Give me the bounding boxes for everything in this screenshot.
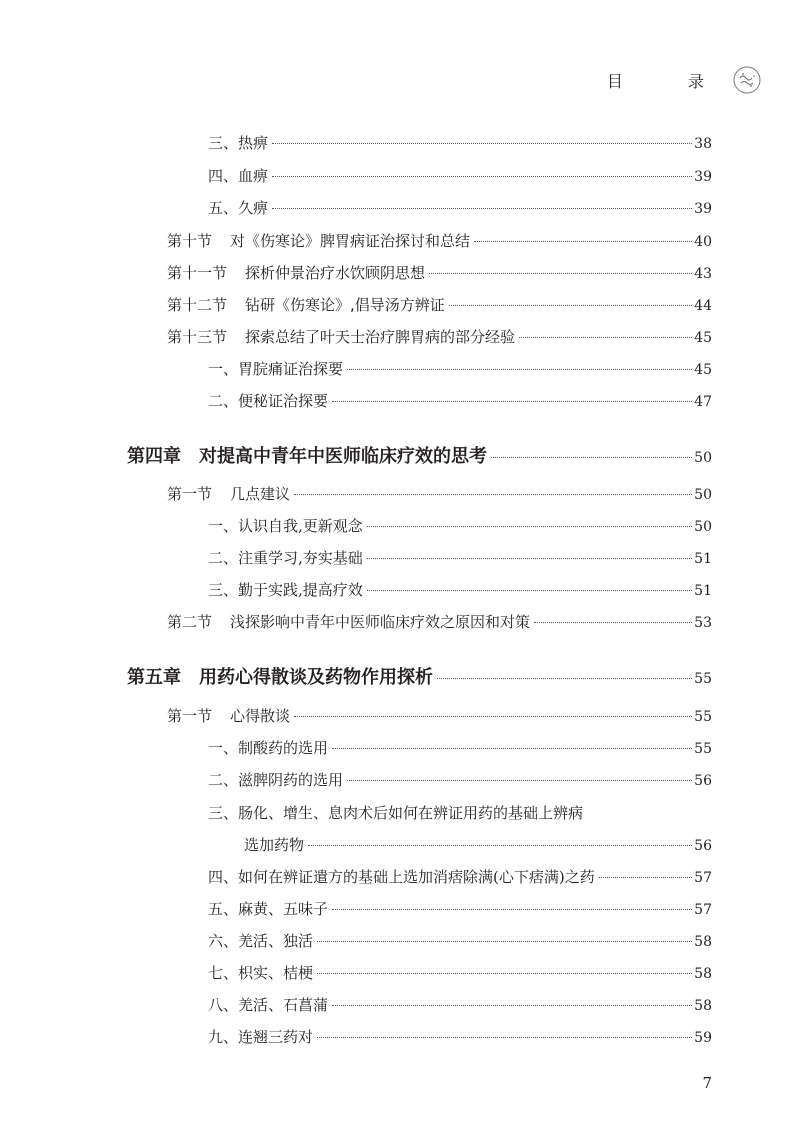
- toc-section-page: 43: [694, 266, 712, 282]
- toc-entry[interactable]: [208, 769, 712, 790]
- toc-entry-label: 四、血痹: [208, 167, 269, 185]
- toc-entry-page: 56: [694, 773, 712, 789]
- leader-dots: [449, 305, 692, 306]
- toc-entry-label: 二、便秘证治探要: [208, 392, 329, 410]
- toc-section-page: 44: [694, 298, 712, 314]
- toc-entry-page: 59: [694, 1030, 712, 1046]
- toc-entry[interactable]: [208, 515, 712, 536]
- leader-dots: [519, 337, 692, 338]
- toc-section-page: 40: [694, 234, 712, 250]
- leader-dots: [332, 401, 692, 402]
- section-number: 第十节: [167, 232, 213, 250]
- section-title: 几点建议: [230, 485, 291, 503]
- toc-entry-label: 九、连翘三药对: [208, 1028, 314, 1046]
- chapter-title: 对提高中青年中医师临床疗效的思考: [199, 446, 487, 467]
- toc-entry-page: 39: [694, 201, 712, 217]
- running-header: [607, 62, 762, 98]
- toc-entry[interactable]: [208, 930, 712, 951]
- toc-entry[interactable]: [208, 165, 712, 186]
- chapter-title: 用药心得散谈及药物作用探析: [199, 667, 433, 688]
- toc-entry[interactable]: [208, 994, 712, 1015]
- toc-entry-page: 47: [694, 394, 712, 410]
- section-title: 探索总结了叶天士治疗脾胃病的部分经验: [245, 328, 516, 346]
- toc-entry-page: 57: [694, 870, 712, 886]
- toc-entry-page: 58: [694, 966, 712, 982]
- leader-dots: [599, 877, 692, 878]
- toc-entry[interactable]: [208, 579, 712, 600]
- toc-entry-page: 45: [694, 362, 712, 378]
- section-number: 第一节: [167, 707, 213, 725]
- leader-dots: [437, 678, 692, 679]
- leader-dots: [491, 457, 692, 458]
- leader-dots: [332, 1005, 692, 1006]
- toc-entry-label: 八、羌活、石菖蒲: [208, 996, 329, 1014]
- toc-section-page: 45: [694, 330, 712, 346]
- toc-section[interactable]: [167, 705, 712, 726]
- toc-entry-page: 56: [694, 838, 712, 854]
- toc-entry-continuation[interactable]: [244, 834, 712, 855]
- decorative-ornament-icon: [732, 65, 762, 95]
- toc-section-label: [167, 326, 515, 347]
- leader-dots: [294, 716, 692, 717]
- toc-section[interactable]: [167, 230, 712, 251]
- toc-entry-label: 一、制酸药的选用: [208, 739, 329, 757]
- leader-dots: [272, 143, 692, 144]
- leader-dots: [534, 622, 692, 623]
- section-title: 探析仲景治疗水饮顾阴思想: [245, 264, 426, 282]
- leader-dots: [367, 590, 692, 591]
- toc-entry[interactable]: [208, 358, 712, 379]
- toc-entry[interactable]: [208, 547, 712, 568]
- chapter-number: 第四章: [127, 446, 181, 467]
- toc-chapter-label: [127, 663, 433, 689]
- leader-dots: [347, 369, 692, 370]
- leader-dots: [332, 909, 692, 910]
- toc-entry[interactable]: [208, 898, 712, 919]
- toc-entry-label: 二、注重学习,夯实基础: [208, 549, 363, 567]
- toc-entry[interactable]: [208, 962, 712, 983]
- toc-entry-page: 51: [694, 583, 712, 599]
- section-title: 对《伤寒论》脾胃病证治探讨和总结: [230, 232, 471, 250]
- header-title: 目 录: [606, 71, 734, 91]
- leader-dots: [367, 526, 692, 527]
- leader-dots: [317, 973, 692, 974]
- toc-entry-label: 五、久痹: [208, 199, 269, 217]
- toc-chapter-label: [127, 442, 487, 468]
- toc-section-label: [167, 483, 290, 504]
- toc-entry-label: 一、认识自我,更新观念: [208, 517, 363, 535]
- toc-section-label: [167, 611, 530, 632]
- toc-entry[interactable]: [208, 132, 712, 153]
- section-number: 第十二节: [167, 296, 228, 314]
- toc-section-page: 55: [694, 709, 712, 725]
- chapter-number: 第五章: [127, 667, 181, 688]
- toc-section-label: [167, 230, 470, 251]
- toc-entry-label: 选加药物: [244, 836, 305, 854]
- toc-section[interactable]: [167, 326, 712, 347]
- toc-entry-page: 58: [694, 934, 712, 950]
- section-title: 浅探影响中青年中医师临床疗效之原因和对策: [230, 613, 531, 631]
- toc-section[interactable]: [167, 294, 712, 315]
- toc-chapter-page: 55: [694, 671, 712, 687]
- leader-dots: [429, 273, 692, 274]
- leader-dots: [332, 748, 692, 749]
- toc-entry-page: 39: [694, 169, 712, 185]
- section-number: 第二节: [167, 613, 213, 631]
- toc-section-page: 53: [694, 615, 712, 631]
- section-title: 钻研《伤寒论》,倡导汤方辨证: [245, 296, 445, 314]
- leader-dots: [294, 494, 692, 495]
- section-number: 第十三节: [167, 328, 228, 346]
- toc-section-label: [167, 262, 425, 283]
- toc-entry-label: 四、如何在辨证遣方的基础上选加消痞除满(心下痞满)之药: [208, 868, 595, 886]
- toc-entry-multiline-first[interactable]: [208, 802, 583, 823]
- toc-entry[interactable]: [208, 390, 712, 411]
- toc-chapter[interactable]: [127, 663, 712, 689]
- toc-entry-label: 一、胃脘痛证治探要: [208, 360, 344, 378]
- toc-entry-label: 三、热痹: [208, 134, 269, 152]
- toc-section[interactable]: [167, 483, 712, 504]
- leader-dots: [367, 558, 692, 559]
- section-number: 第十一节: [167, 264, 228, 282]
- toc-entry-label: 五、麻黄、五味子: [208, 900, 329, 918]
- toc-entry[interactable]: [208, 1026, 712, 1047]
- toc-section-label: [167, 705, 290, 726]
- leader-dots: [317, 1037, 692, 1038]
- leader-dots: [272, 176, 692, 177]
- toc-entry-page: 50: [694, 519, 712, 535]
- toc-entry-page: 58: [694, 998, 712, 1014]
- toc-chapter-page: 50: [694, 450, 712, 466]
- toc-entry[interactable]: [208, 866, 712, 887]
- toc-section[interactable]: [167, 611, 712, 632]
- toc-section-page: 50: [694, 487, 712, 503]
- toc-entry-label: 三、勤于实践,提高疗效: [208, 581, 363, 599]
- leader-dots: [474, 241, 692, 242]
- toc-section[interactable]: [167, 262, 712, 283]
- leader-dots: [308, 845, 692, 846]
- toc-entry-label: 三、肠化、增生、息肉术后如何在辨证用药的基础上辨病: [208, 804, 584, 822]
- toc-entry-label: 六、羌活、独活: [208, 932, 314, 950]
- toc-entry[interactable]: [208, 737, 712, 758]
- toc-entry-page: 51: [694, 551, 712, 567]
- toc-section-label: [167, 294, 445, 315]
- toc-entry[interactable]: [208, 197, 712, 218]
- toc-entry-page: 57: [694, 902, 712, 918]
- toc-entry-label: 七、枳实、桔梗: [208, 964, 314, 982]
- toc-chapter[interactable]: [127, 442, 712, 468]
- leader-dots: [317, 941, 692, 942]
- page-number: 7: [702, 1074, 712, 1092]
- toc-entry-label: 二、滋脾阴药的选用: [208, 771, 344, 789]
- section-number: 第一节: [167, 485, 213, 503]
- leader-dots: [347, 780, 692, 781]
- leader-dots: [272, 208, 692, 209]
- toc-entry-page: 55: [694, 741, 712, 757]
- section-title: 心得散谈: [230, 707, 291, 725]
- toc-entry-page: 38: [694, 136, 712, 152]
